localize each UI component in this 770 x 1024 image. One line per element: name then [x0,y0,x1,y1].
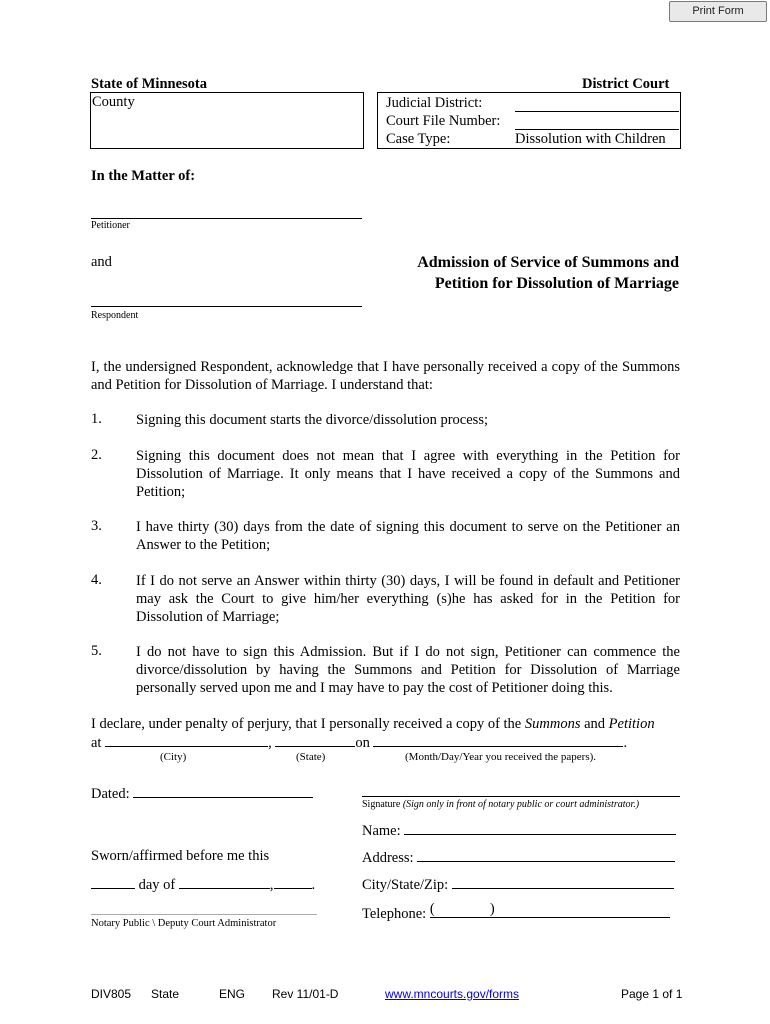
tel-open-paren: ( [429,901,435,917]
item-number: 4. [91,572,102,588]
form-id: DIV805 [91,987,132,1001]
declaration-fields-line [91,733,691,752]
tel-close-paren: ) [489,901,495,917]
dated-field[interactable] [133,784,313,798]
judicial-district-label: Judicial District: [386,95,483,111]
item-text: If I do not serve an Answer within thirty (30) days, I will be found in default and Petitioner may ask the Court to give him/her everything (s)he has asked for in the Petition for Dissolution of Marriage; [136,573,680,625]
at-label: at [91,735,102,751]
sworn-month-field[interactable] [179,875,270,889]
sworn-year-field[interactable] [274,875,312,889]
state-field[interactable] [275,733,355,747]
dated-line [91,784,313,803]
footer-state: State [151,987,180,1001]
day-of-label: day of [138,877,176,893]
name-label: Name: [362,823,401,839]
petitioner-label: Petitioner [91,220,130,231]
declaration-line [91,715,691,733]
page-number: Page 1 of 1 [621,987,683,1001]
comma: , [268,735,272,751]
item-text: I have thirty (30) days from the date of signing this document to serve on the Petitioner an Answer to the Petition; [136,519,680,553]
telephone-label: Telephone: [362,906,427,922]
footer-language: ENG [219,987,246,1001]
petitioner-field[interactable] [91,202,362,219]
declaration-and: and [580,716,609,732]
footer-revision: Rev 11/01-D [272,987,339,1001]
item-number: 3. [91,518,102,534]
title-line-1: Admission of Service of Summons and [417,254,679,271]
sworn-label: Sworn/affirmed before me this [91,848,270,864]
respondent-field[interactable] [91,290,362,307]
respondent-label: Respondent [91,310,139,321]
signature-field[interactable] [362,780,680,797]
list-item [91,411,680,429]
date-received-field[interactable] [373,733,623,747]
document-title [380,252,679,294]
telephone-line [362,902,670,923]
city-caption: (City) [160,751,187,763]
name-field[interactable] [404,821,676,835]
print-form-button[interactable]: Print Form [669,1,767,22]
district-court-label: District Court [582,76,670,92]
item-text: Signing this document does not mean that I agree with everything in the Petition for Dissolution of Marriage. It only means that I have received a copy of the Summons and Petition; [136,448,680,500]
judicial-district-field[interactable] [515,95,679,112]
title-line-2: Petition for Dissolution of Marriage [434,275,679,292]
county-label: County [92,94,135,110]
address-line [362,848,675,867]
signature-caption [362,799,639,810]
sworn-day-field[interactable] [91,875,135,889]
state-label: State of Minnesota [91,76,207,92]
city-field[interactable] [105,733,268,747]
summons-word: Summons [524,716,581,732]
item-number: 5. [91,643,102,659]
list-item [91,572,680,626]
case-type-label: Case Type: [386,131,451,147]
address-label: Address: [362,850,414,866]
date-caption: (Month/Day/Year you received the papers). [405,751,597,763]
county-box[interactable] [90,92,364,149]
telephone-field[interactable] [430,902,670,918]
city-state-zip-label: City/State/Zip: [362,877,449,893]
dated-label: Dated: [91,786,130,802]
and-label: and [91,254,112,270]
item-number: 2. [91,447,102,463]
in-the-matter-label: In the Matter of: [91,168,196,184]
signature-note: (Sign only in front of notary public or court administrator.) [402,799,640,810]
address-field[interactable] [417,848,675,862]
intro-paragraph: I, the undersigned Respondent, acknowledge that I have personally received a copy of the Summons and Petition for Dissolution of Marriage. I understand that: [91,359,680,393]
notary-signature-field[interactable] [91,900,317,915]
court-file-number-label: Court File Number: [386,113,501,129]
city-state-zip-line [362,875,674,894]
item-number: 1. [91,411,102,427]
forms-link[interactable]: www.mncourts.gov/forms [385,987,520,1001]
court-info-box [377,92,681,149]
period: . [623,735,628,751]
city-state-zip-field[interactable] [452,875,674,889]
list-item [91,447,680,501]
comma: , [269,877,274,893]
item-text: I do not have to sign this Admission. But if I do not sign, Petitioner can commence the divorce/dissolution by having the Summons and Petition for Dissolution of Marriage personally served upon me and I may have to pay the cost of Petitioner doing this. [136,644,680,696]
name-line [362,821,676,840]
item-text: Signing this document starts the divorce/dissolution process; [136,412,488,428]
list-item [91,518,680,554]
period: . [311,877,316,893]
case-type-value: Dissolution with Children [515,131,666,147]
on-label: on [355,735,370,751]
notary-label: Notary Public \ Deputy Court Administrator [91,918,277,929]
petition-word: Petition [608,716,655,732]
declaration-text: I declare, under penalty of perjury, that I personally received a copy of the [91,716,525,732]
state-caption: (State) [296,751,326,763]
sworn-date-line [91,875,315,894]
list-item [91,643,680,697]
court-file-number-field[interactable] [515,113,679,130]
signature-label: Signature [362,799,401,810]
